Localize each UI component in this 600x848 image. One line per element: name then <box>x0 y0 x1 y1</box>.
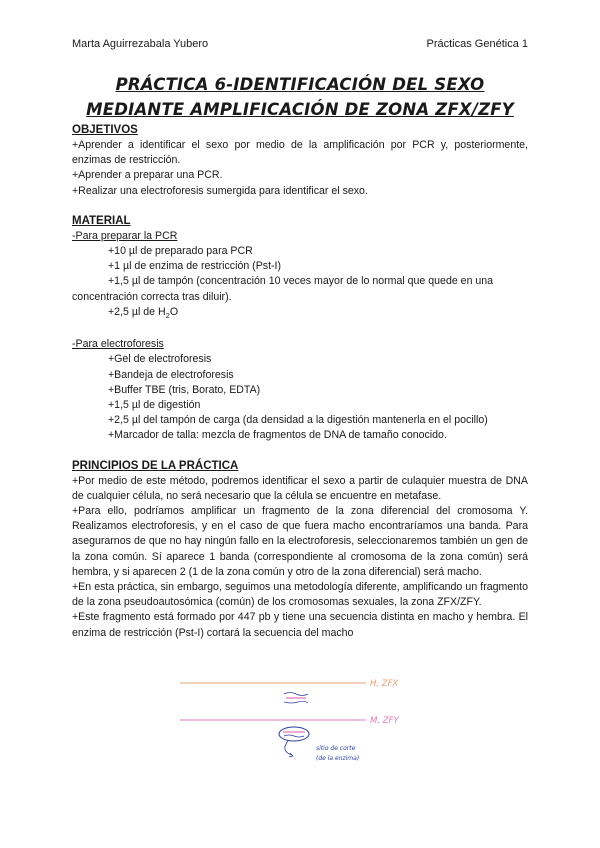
zfy-label: M, ZFY <box>370 716 399 726</box>
electro-item: +Marcador de talla: mezcla de fragmentos de DNA de tamaño conocido. <box>108 429 447 442</box>
water-subscript: 2 <box>165 310 170 320</box>
objetivo-item: +Realizar una electroforesis sumergida para identificar el sexo. <box>72 184 368 197</box>
pcr-tampon-item: +1,5 µl de tampón (concentración 10 veces mayor de lo normal que quede en una <box>108 275 494 288</box>
author-name: Marta Aguirrezabala Yubero <box>72 38 209 50</box>
cut-site-note-line2: (de la enzima) <box>316 755 360 762</box>
title-line-2: MEDIANTE AMPLIFICACIÓN DE ZONA ZFX/ZFY <box>86 100 514 119</box>
course-name: Prácticas Genética 1 <box>426 38 528 50</box>
objetivos-heading: OBJETIVOS <box>72 124 138 136</box>
objetivo-item: +Aprender a identificar el sexo por medio de la amplificación por PCR y, posteriormente, enzimas de restricción. <box>72 139 528 167</box>
document-body <box>72 122 528 641</box>
page-header <box>72 38 528 50</box>
electro-item: +Gel de electroforesis <box>108 353 212 366</box>
scribble-mark <box>284 693 308 704</box>
material-heading: MATERIAL <box>72 214 131 227</box>
title-line-1: PRÁCTICA 6-IDENTIFICACIÓN DEL SEXO <box>115 75 485 94</box>
objetivo-item: +Aprender a preparar una PCR. <box>72 169 223 182</box>
electro-item: +1,5 µl de digestión <box>108 398 201 411</box>
pcr-item: +1 µl de enzima de restricción (Pst-I) <box>108 260 282 273</box>
principios-paragraph: +Este fragmento está formado por 447 pb y tiene una secuencia distinta en macho y hembra. El enzima de restricción (Pst-I) cortará la secuencia del macho <box>72 611 528 639</box>
handwritten-diagram <box>170 672 460 772</box>
pcr-water-item <box>72 305 528 323</box>
electro-item: +Buffer TBE (tris, Borato, EDTA) <box>108 383 261 396</box>
principios-paragraph: +En esta práctica, sin embargo, seguimos una metodología diferente, amplificando un fragmento de la zona pseudoautosómica (común) de los cromosomas sexuales, la zona ZFX/ZFY. <box>72 580 528 609</box>
water-suffix: O <box>169 305 179 318</box>
principios-heading: PRINCIPIOS DE LA PRÁCTICA <box>72 459 239 472</box>
water-prefix: +2,5 µl de H <box>108 305 166 318</box>
zfx-label: H, ZFX <box>370 679 399 689</box>
principios-paragraph: +Para ello, podríamos amplificar un fragmento de la zona diferencial del cromosoma Y. Realizamos electroforesis, y en el caso de que fuera macho encontraríamos una banda. Para asegurarnos de que no hay ningún fallo en la electroforesis, seleccionaremos también un gen de la zona común. Sí aparece 1 banda (correspondiente al cromosoma de la zona común) será hembra, y si aparecen 2 (1 de la zona común y otro de la zona diferencial) será macho. <box>72 504 528 578</box>
electro-item: +Bandeja de electroforesis <box>108 368 234 381</box>
page-title <box>60 72 540 122</box>
electro-subheading: -Para electroforesis <box>72 338 164 351</box>
pcr-subheading: -Para preparar la PCR <box>72 229 178 242</box>
cut-site-mark <box>279 727 309 757</box>
electro-item: +2,5 µl del tampón de carga (da densidad a la digestión mantenerla en el pocillo) <box>108 414 488 427</box>
pcr-item: +10 µl de preparado para PCR <box>108 245 253 258</box>
pcr-tampon-continuation: concentración correcta tras diluir). <box>72 290 232 303</box>
principios-paragraph: +Por medio de este método, podremos identificar el sexo a partir de culaquier muestra de DNA de cualquier célula, no será necesario que la célula se encuentre en metafase. <box>72 474 528 502</box>
cut-site-note-line1: sitio de corte <box>316 745 356 752</box>
